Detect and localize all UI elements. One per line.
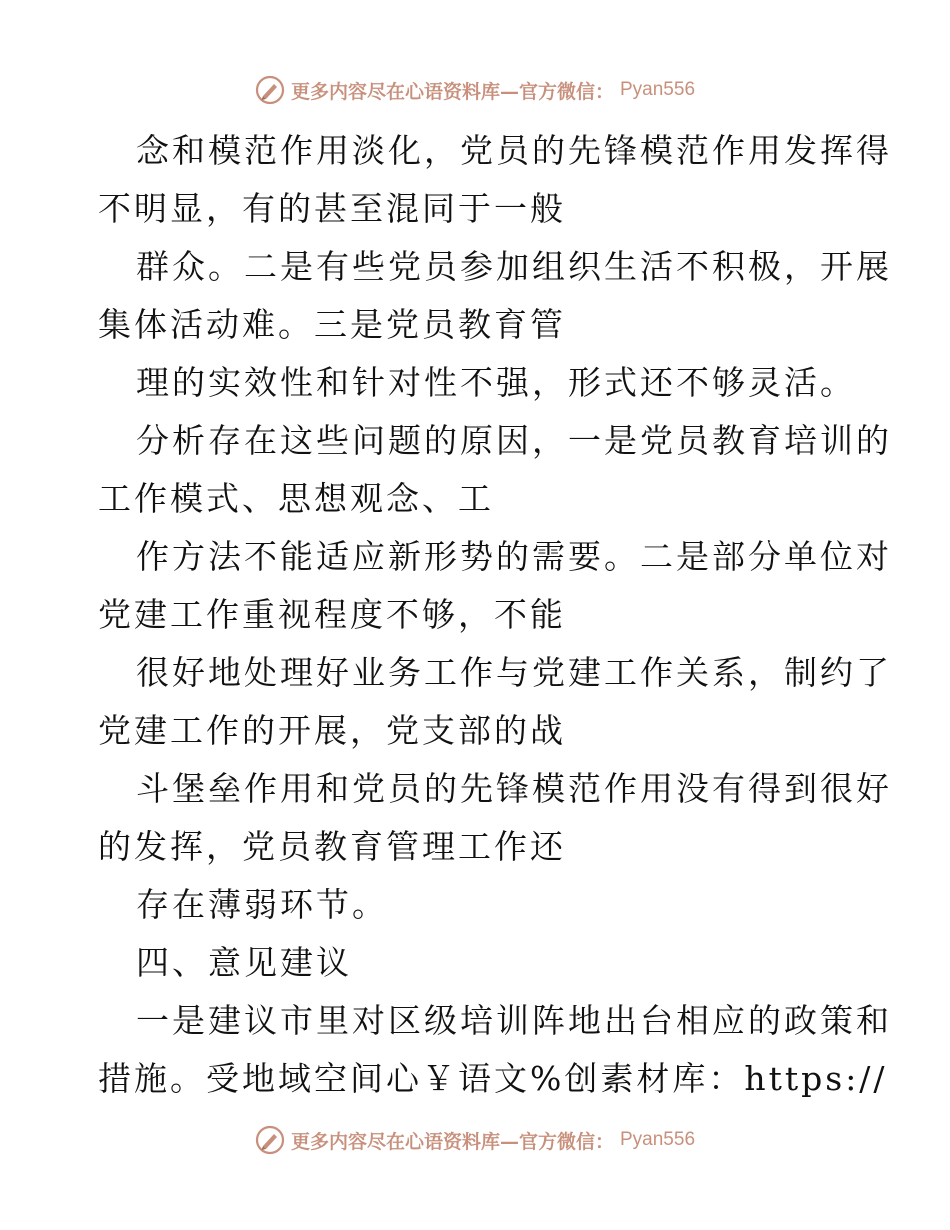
text-line: 措施。受地域空间心￥语文%创素材库：https:// <box>98 1059 888 1098</box>
footer-watermark <box>0 1120 950 1160</box>
document-body <box>98 122 892 1108</box>
text-line: 理的实效性和针对性不强，形式还不够灵活。 <box>136 363 856 402</box>
watermark-text: 更多内容尽在心语资料库—官方微信： <box>290 1130 614 1153</box>
text-line: 念和模范作用淡化，党员的先锋模范作用发挥得 <box>136 131 892 170</box>
text-line: 很好地处理好业务工作与党建工作关系，制约了 <box>136 653 892 692</box>
text-line: 的发挥，党员教育管理工作还 <box>98 827 566 866</box>
text-line: 党建工作重视程度不够，不能 <box>98 595 566 634</box>
watermark-text: 更多内容尽在心语资料库—官方微信： <box>290 80 614 103</box>
header-watermark <box>0 70 950 110</box>
text-line: 集体活动难。三是党员教育管 <box>98 305 566 344</box>
text-line: 群众。二是有些党员参加组织生活不积极，开展 <box>136 247 892 286</box>
text-line: 作方法不能适应新形势的需要。二是部分单位对 <box>136 537 892 576</box>
watermark-wechat-id: Pyan556 <box>620 1129 696 1150</box>
logo-pen-icon <box>255 75 285 105</box>
text-line: 存在薄弱环节。 <box>136 885 388 924</box>
text-line: 工作模式、思想观念、工 <box>98 479 494 518</box>
text-line: 斗堡垒作用和党员的先锋模范作用没有得到很好 <box>136 769 892 808</box>
logo-pen-icon <box>255 1125 285 1155</box>
text-line: 党建工作的开展，党支部的战 <box>98 711 566 750</box>
text-line: 不明显，有的甚至混同于一般 <box>98 189 566 228</box>
text-line: 一是建议市里对区级培训阵地出台相应的政策和 <box>136 1001 892 1040</box>
watermark-wechat-id: Pyan556 <box>620 79 696 100</box>
text-line: 分析存在这些问题的原因，一是党员教育培训的 <box>136 421 892 460</box>
section-heading: 四、意见建议 <box>136 943 352 982</box>
